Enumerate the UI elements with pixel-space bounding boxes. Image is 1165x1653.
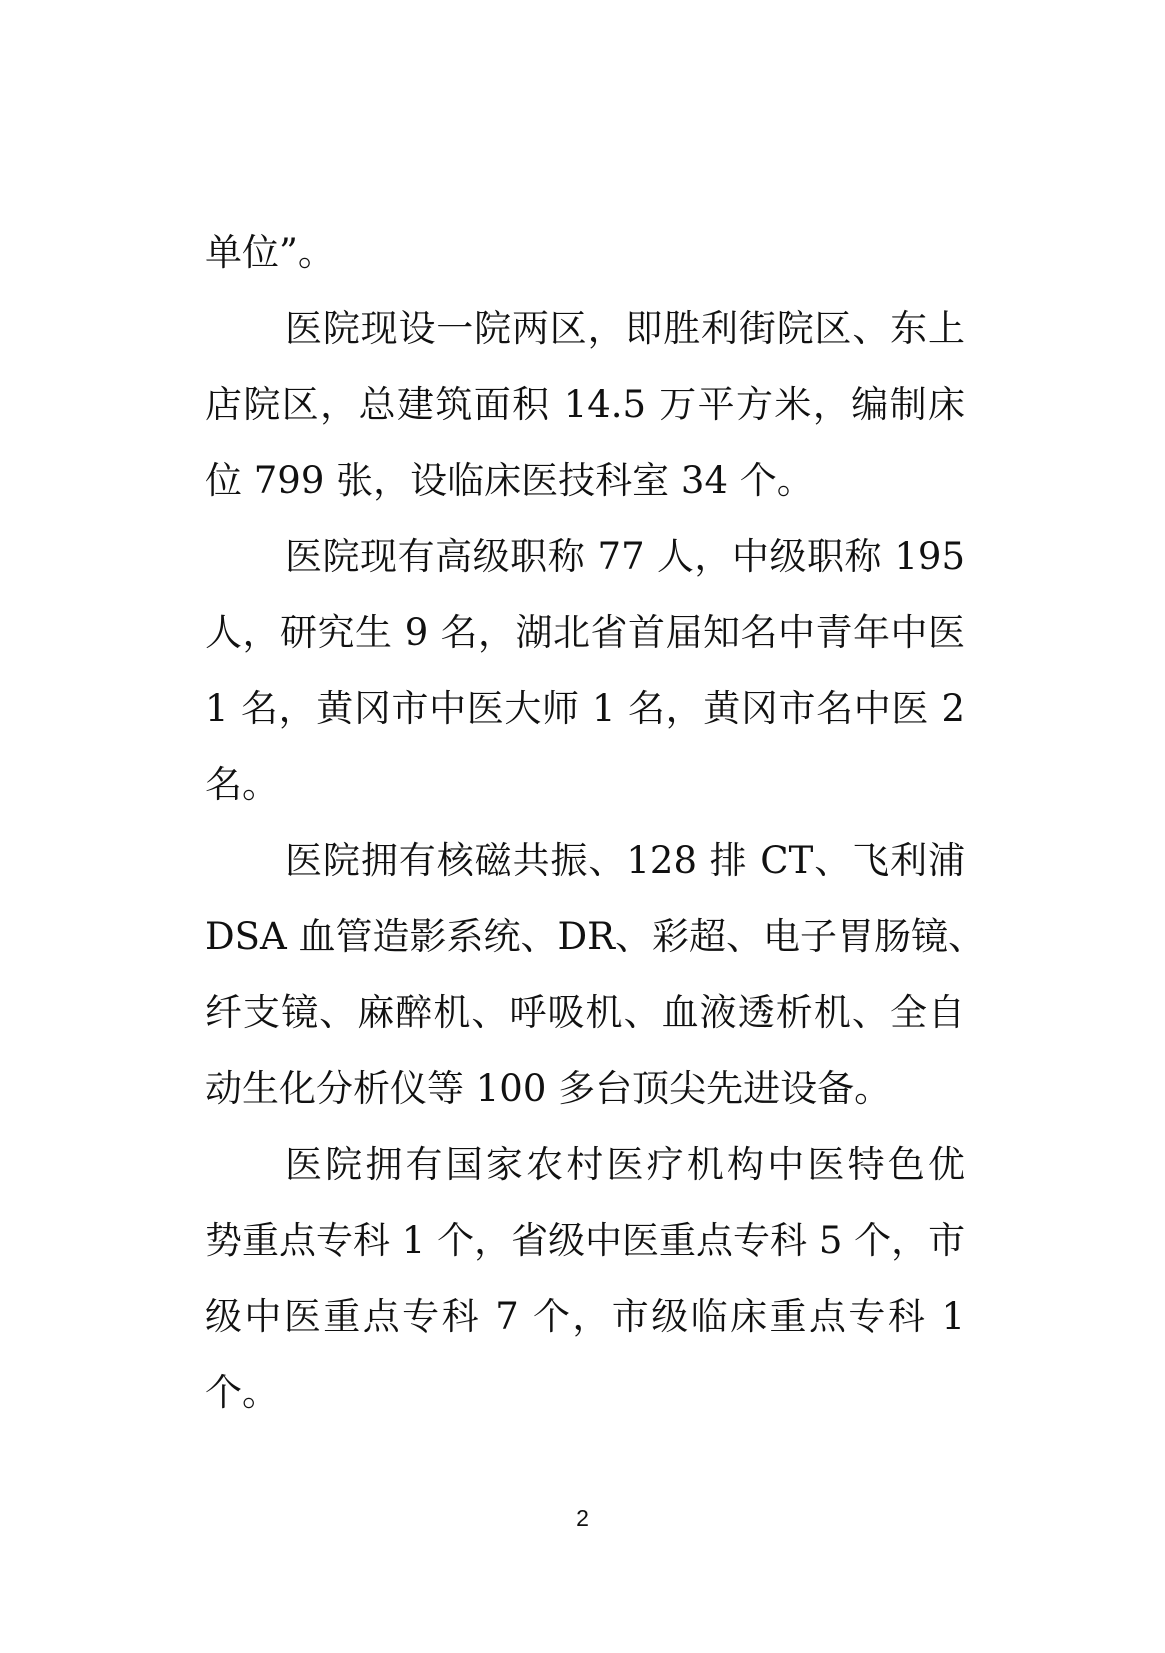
text-line: 店院区，总建筑面积 14.5 万平方米，编制床 (205, 383, 965, 426)
text-line: 纤支镜、麻醉机、呼吸机、血液透析机、全自 (205, 991, 965, 1034)
text-line: 个。 (205, 1371, 279, 1414)
paragraph-first-line: 医院现设一院两区，即胜利街院区、东上 (285, 307, 965, 350)
body-text (205, 215, 986, 1431)
text-line: 级中医重点专科 7 个，市级临床重点专科 1 (205, 1295, 965, 1338)
text-line: 动生化分析仪等 100 多台顶尖先进设备。 (205, 1067, 892, 1110)
text-line: DSA 血管造影系统、DR、彩超、电子胃肠镜、 (205, 915, 986, 958)
text-line: 名。 (205, 763, 279, 806)
page-number: 2 (576, 1505, 589, 1531)
text-line: 单位”。 (205, 231, 335, 274)
text-line: 位 799 张，设临床医技科室 34 个。 (205, 459, 814, 502)
paragraph-first-line: 医院拥有核磁共振、128 排 CT、飞利浦 (285, 839, 965, 882)
text-line: 1 名，黄冈市中医大师 1 名，黄冈市名中医 2 (205, 687, 965, 730)
paragraph-first-line: 医院拥有国家农村医疗机构中医特色优 (285, 1143, 965, 1186)
text-line: 势重点专科 1 个，省级中医重点专科 5 个，市 (205, 1219, 966, 1262)
paragraph-first-line: 医院现有高级职称 77 人，中级职称 195 (285, 535, 965, 578)
text-line: 人，研究生 9 名，湖北省首届知名中青年中医 (205, 611, 965, 654)
